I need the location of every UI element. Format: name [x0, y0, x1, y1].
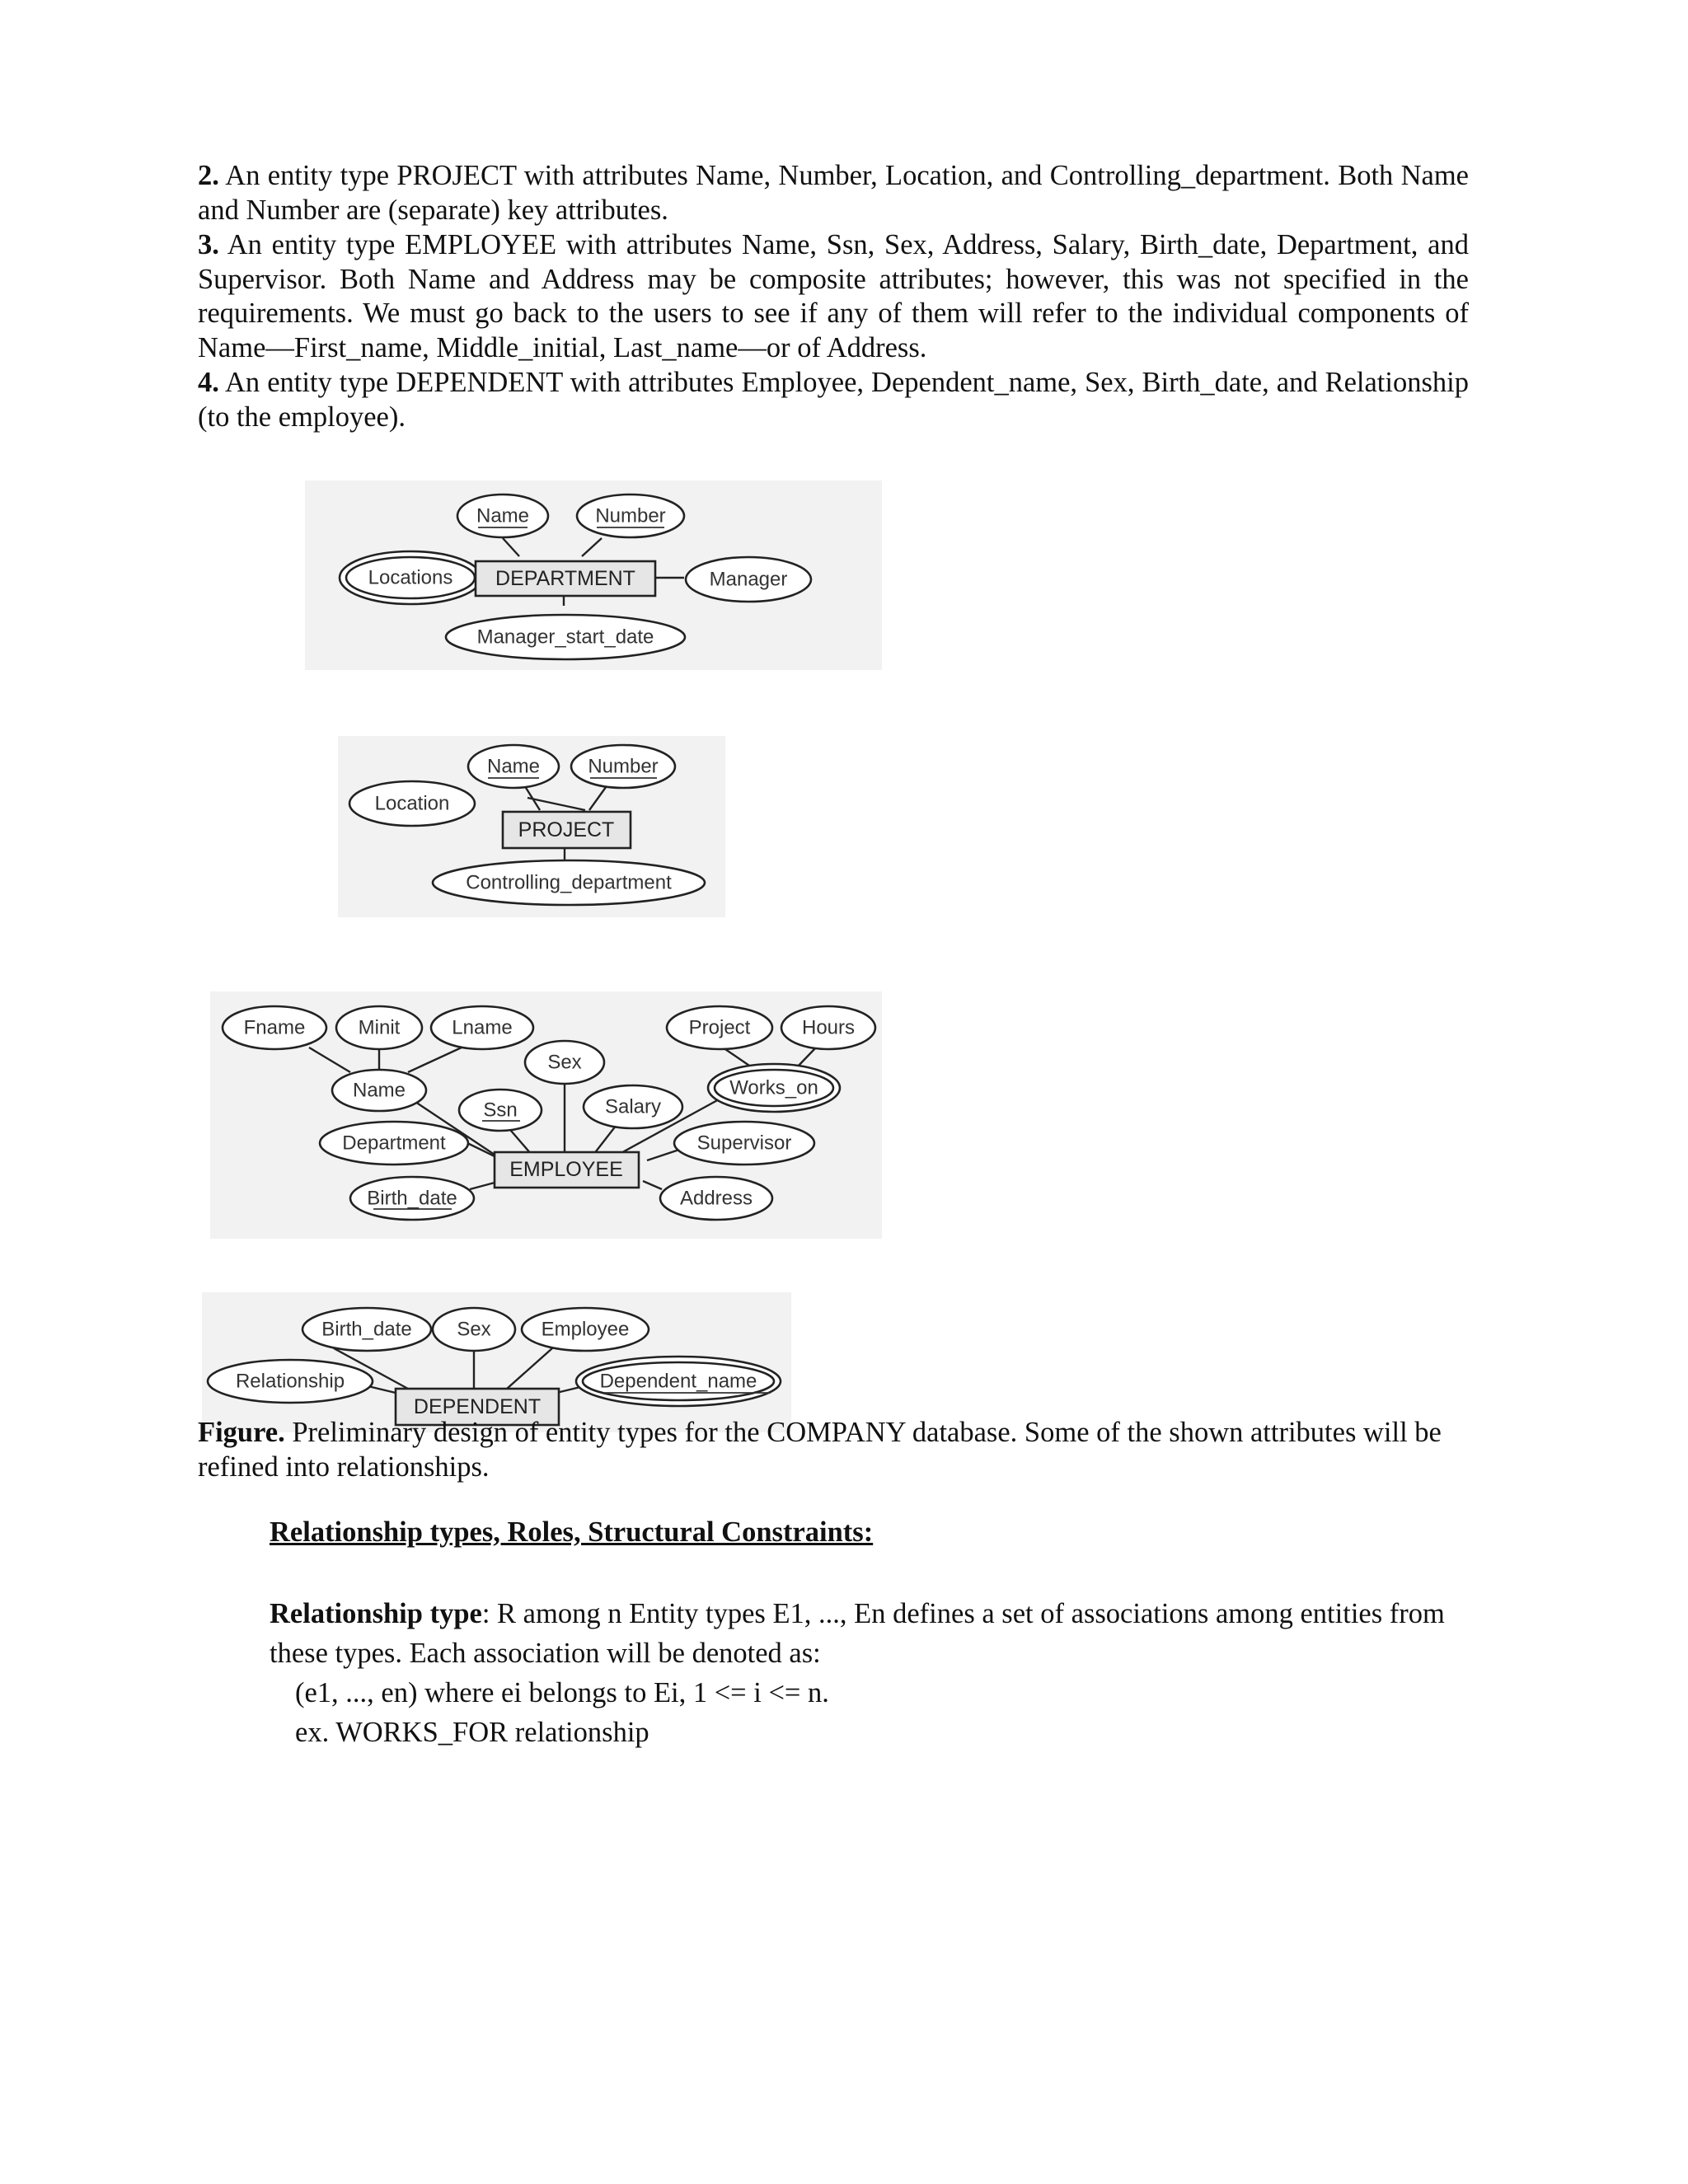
department-name-label: Name [476, 504, 530, 527]
section-heading: Relationship types, Roles, Structural Constraints: [270, 1516, 874, 1548]
employee-entity-label: EMPLOYEE [509, 1158, 623, 1181]
relationship-type-definition [270, 1594, 1469, 1673]
department-locations-label: Locations [368, 566, 453, 589]
employee-lname-label: Lname [452, 1016, 513, 1039]
paragraph-2 [198, 159, 1469, 227]
dependent-employee-label: Employee [541, 1318, 630, 1341]
paragraph-text: An entity type PROJECT with attributes Name, Number, Location, and Controlling_department. Both Name and Number are (separate) key attributes. [198, 160, 1469, 226]
caption-text: Preliminary design of entity types for the COMPANY database. Some of the shown attributes will be refined into relationships. [198, 1417, 1442, 1483]
paragraph-text: An entity type EMPLOYEE with attributes Name, Ssn, Sex, Address, Salary, Birth_date, Department, and Supervisor. Both Name and Address may be composite attributes; however, this was not specified in the requirements. We must go back to the users to see if any of them will refer to the individual components of Name—First_name, Middle_initial, Last_name—or of Address. [198, 229, 1469, 364]
definition-text: : R among n Entity types E1, ..., En defines a set of associations among entities from these types. Each association will be denoted as: [270, 1598, 1445, 1669]
project-number-label: Number [588, 755, 659, 778]
department-diagram [305, 480, 882, 670]
dependent-diagram [202, 1292, 791, 1432]
employee-supervisor-label: Supervisor [696, 1132, 792, 1155]
paragraph-3 [198, 228, 1469, 366]
figure-caption [198, 1416, 1469, 1484]
example-line: ex. WORKS_FOR relationship [295, 1717, 649, 1748]
paragraph-text: An entity type DEPENDENT with attributes Employee, Dependent_name, Sex, Birth_date, and Relationship (to the employee). [198, 367, 1469, 433]
caption-label: Figure. [198, 1417, 285, 1448]
dependent-entity-label: DEPENDENT [413, 1395, 542, 1418]
department-manager-start-date-label: Manager_start_date [476, 626, 654, 649]
dependent-relationship-label: Relationship [235, 1370, 345, 1393]
association-notation: (e1, ..., en) where ei belongs to Ei, 1 <= i <= n. [295, 1677, 829, 1708]
employee-minit-label: Minit [358, 1016, 401, 1039]
paragraph-number: 3. [198, 229, 219, 260]
employee-fname-label: Fname [243, 1016, 306, 1039]
employee-address-label: Address [679, 1187, 753, 1210]
department-entity-label: DEPARTMENT [495, 567, 635, 590]
employee-birth-date-label: Birth_date [367, 1187, 457, 1210]
project-entity-label: PROJECT [518, 818, 615, 841]
employee-hours-label: Hours [801, 1016, 856, 1039]
paragraph-number: 4. [198, 367, 219, 398]
department-number-label: Number [595, 504, 666, 527]
definition-term: Relationship type [270, 1598, 482, 1629]
project-location-label: Location [374, 792, 450, 815]
dependent-sex-label: Sex [457, 1318, 491, 1341]
employee-sex-label: Sex [547, 1051, 582, 1074]
employee-diagram [210, 991, 882, 1239]
project-name-label: Name [486, 755, 541, 778]
paragraph-4 [198, 366, 1469, 434]
employee-ssn-label: Ssn [483, 1099, 518, 1122]
dependent-dependent-name-label: Dependent_name [599, 1370, 757, 1393]
department-manager-label: Manager [709, 568, 788, 591]
paragraph-number: 2. [198, 160, 219, 191]
employee-project-label: Project [688, 1016, 751, 1039]
employee-name-label: Name [352, 1079, 406, 1102]
employee-works-on-label: Works_on [729, 1076, 818, 1099]
employee-salary-label: Salary [604, 1095, 662, 1118]
employee-department-label: Department [342, 1132, 446, 1155]
dependent-birth-date-label: Birth_date [321, 1318, 412, 1341]
project-diagram [338, 736, 725, 917]
project-controlling-department-label: Controlling_department [466, 871, 672, 894]
